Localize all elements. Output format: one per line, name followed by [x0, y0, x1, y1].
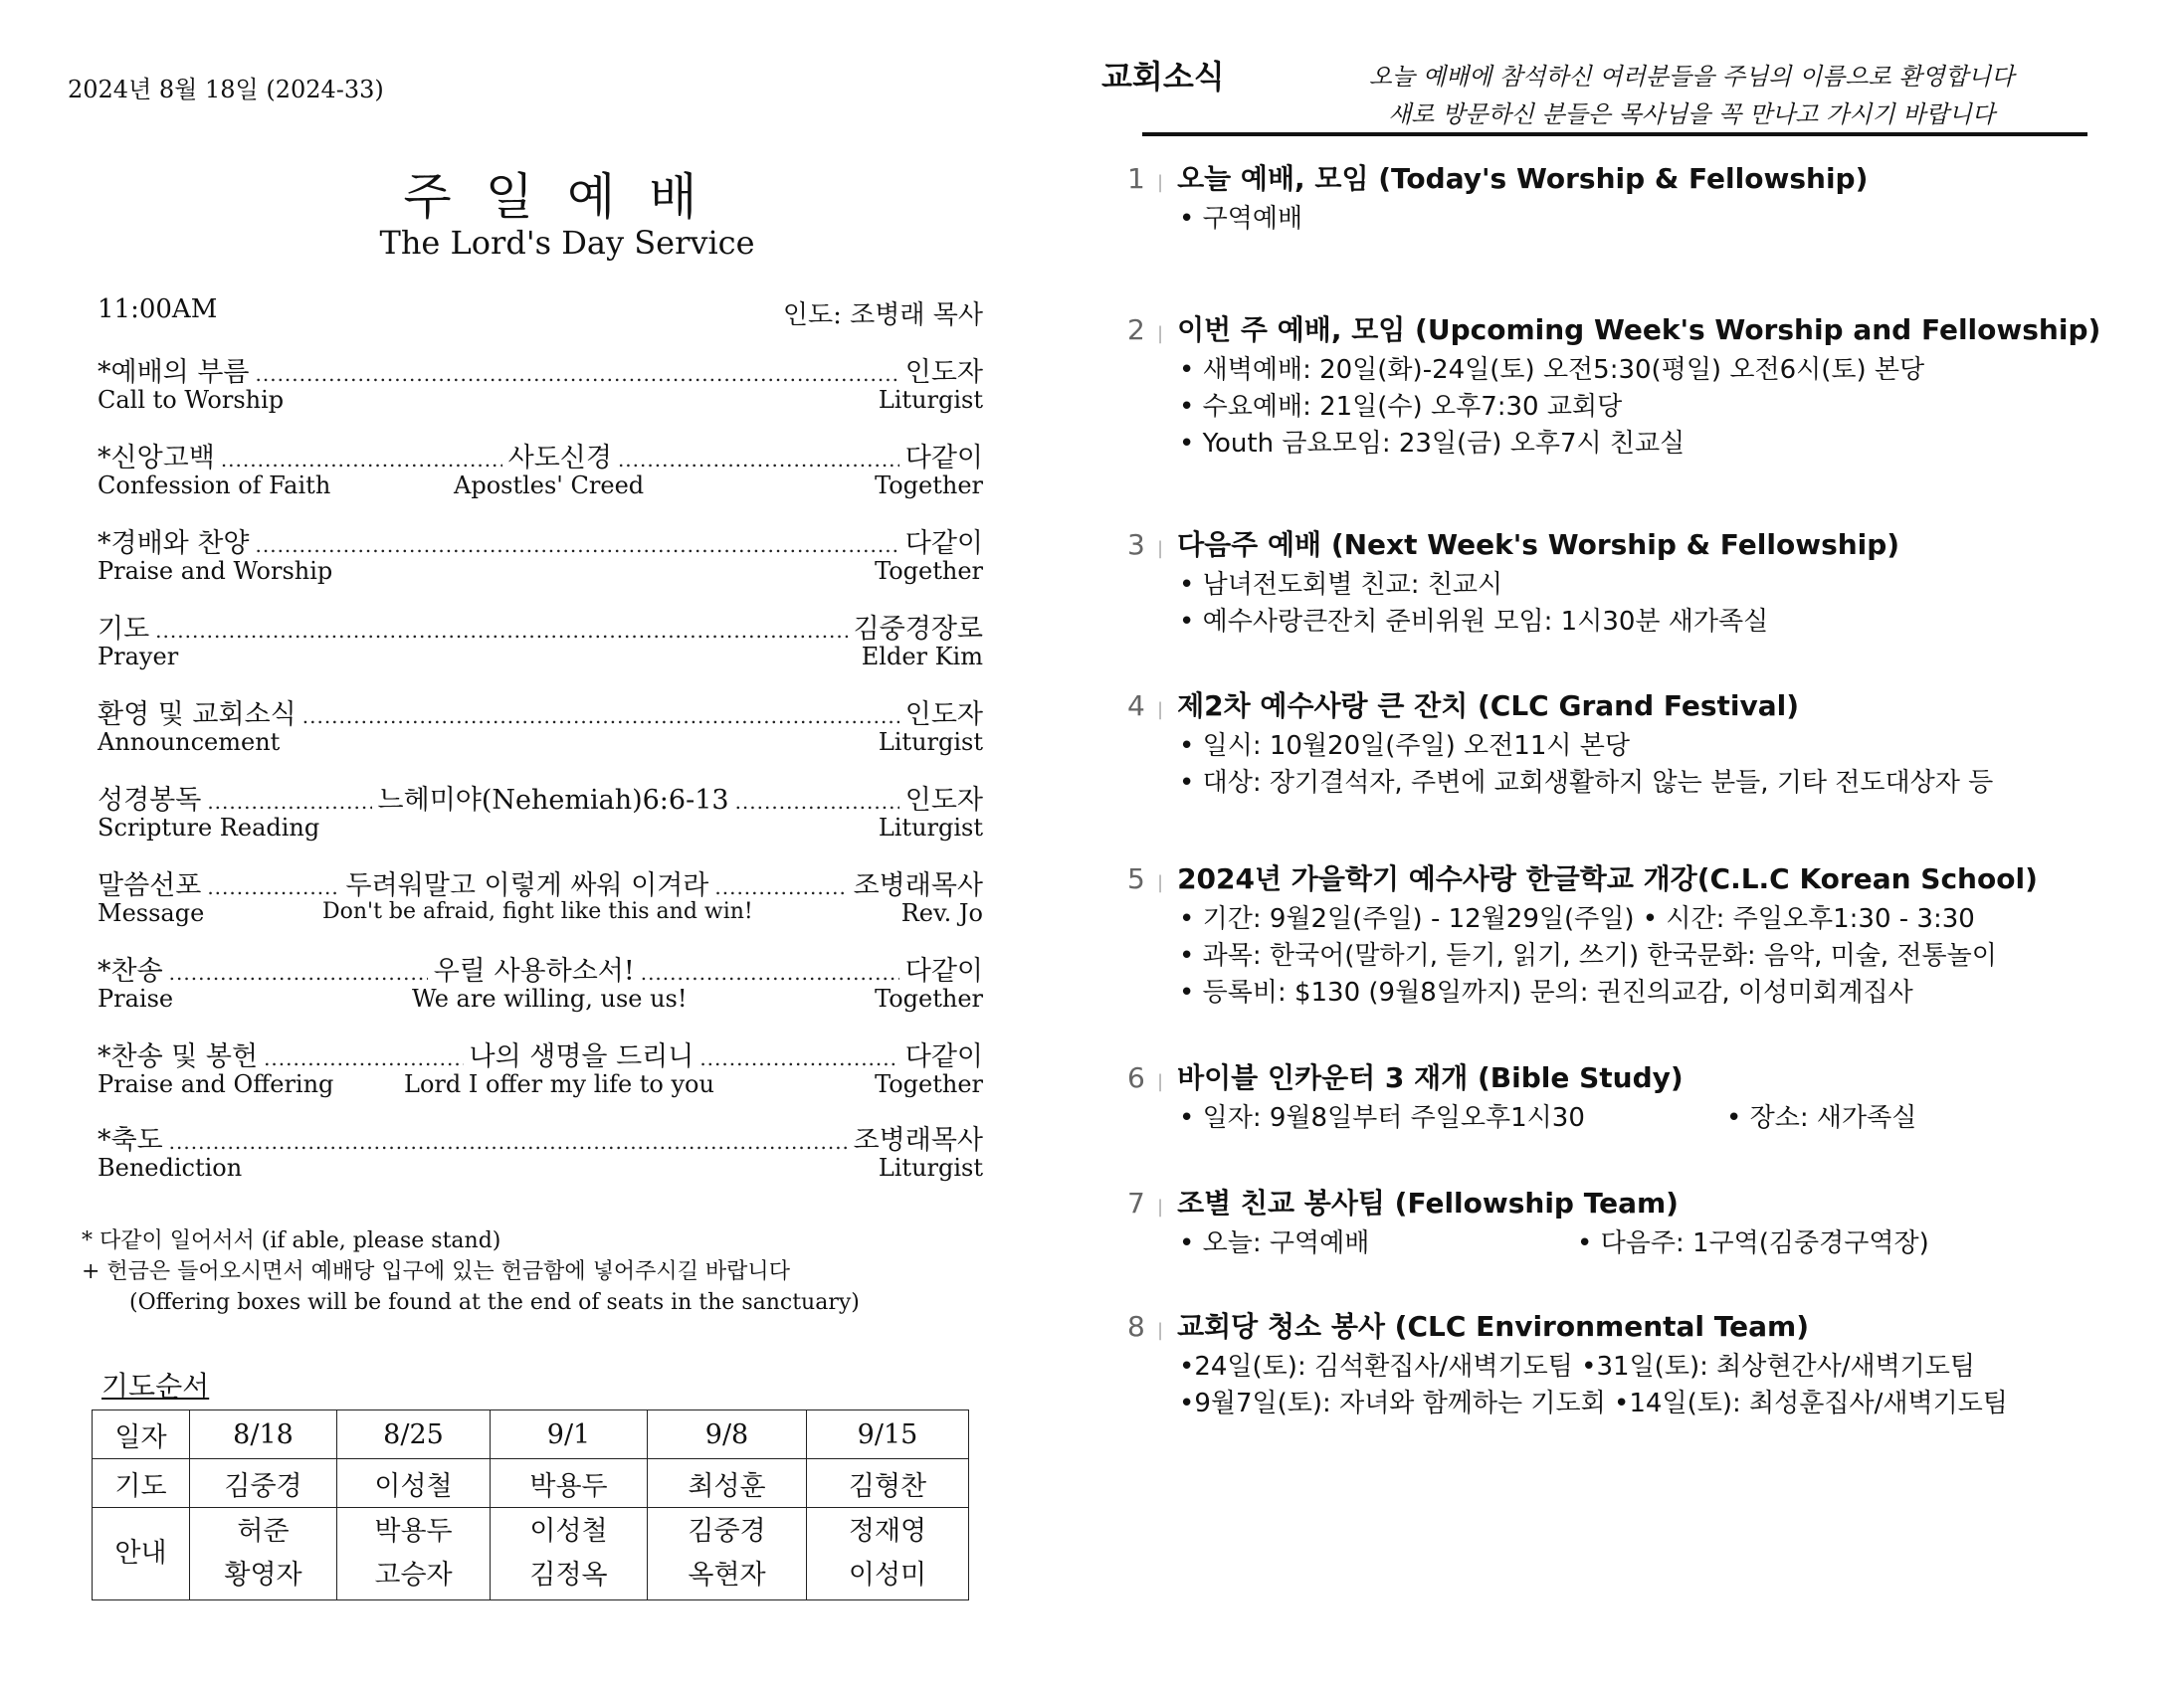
section-line [1179, 901, 2122, 938]
table-cell: 9/8 [648, 1410, 807, 1459]
table-cell: 김형찬 [807, 1459, 969, 1508]
order-item-title: *찬송 및 봉헌 [98, 1041, 259, 1072]
table-cell: 일자 [93, 1410, 190, 1459]
order-item-leader: 인도자 [904, 699, 983, 730]
order-item-title: *예배의 부름 [98, 357, 250, 388]
leader-dots [641, 961, 899, 985]
section-line-text: • 구역예배 [1179, 204, 1303, 234]
leader-dots [264, 1046, 463, 1070]
order-item-korean [98, 607, 983, 645]
section-number: 3 [1127, 528, 1145, 561]
table-cell: 최성훈 [648, 1459, 807, 1508]
welcome-line: 오늘 예배에 참석하신 여러분들을 주님의 이름으로 환영합니다 [1368, 63, 2015, 91]
section-number: 1 [1127, 162, 1145, 195]
section-line-text: •24일(토): 김석환집사/새벽기도팀 •31일(토): 최상현간사/새벽기도팀 [1179, 1352, 1976, 1382]
order-item-english [98, 471, 983, 501]
section-title: 제2차 예수사랑 큰 잔치 (CLC Grand Festival) [1177, 689, 1800, 722]
service-leader: 인도: 조병래 목사 [782, 300, 983, 330]
section-line-text: • 일자: 9월8일부터 주일오후1시30 [1179, 1103, 1585, 1133]
leader-dots [618, 448, 899, 471]
usher-name: 정재영 [848, 1516, 927, 1547]
section-title: 조별 친교 봉사팀 (Fellowship Team) [1177, 1187, 1679, 1220]
welcome-line: 새로 방문하신 분들은 목사님을 꼭 만나고 가시기 바랍니다 [1388, 100, 1995, 128]
order-item-leader-en: Together [875, 471, 983, 499]
section-line-text: • 과목: 한국어(말하기, 듣기, 읽기, 쓰기) 한국문화: 음악, 미술, 전통놀이 [1179, 941, 1997, 971]
table-cell [337, 1508, 491, 1600]
welcome-message [1293, 58, 2089, 133]
table-cell: 김중경 [190, 1459, 337, 1508]
section-lines [1179, 728, 2122, 802]
note-offering: + 헌금은 들어오시면서 예배당 입구에 있는 헌금함에 넣어주시길 바랍니다 [82, 1259, 790, 1284]
order-item-title: 말씀선포 [98, 870, 202, 901]
table-cell [491, 1508, 648, 1600]
order-item-subject: 느헤미야(Nehemiah)6:6-13 [377, 785, 729, 816]
order-item-leader-en: Together [875, 985, 983, 1013]
usher-name: 이성철 [529, 1516, 608, 1547]
order-item-subject: 두려워말고 이렇게 싸워 이겨라 [345, 870, 709, 901]
news-section [1127, 1182, 2122, 1262]
usher-name: 김중경 [688, 1516, 766, 1547]
order-item-title-en: Praise [98, 985, 174, 1013]
table-row [93, 1508, 969, 1600]
service-time: 11:00AM [98, 294, 218, 324]
order-item-leader: 다같이 [904, 956, 983, 987]
section-number: 2 [1127, 313, 1145, 346]
section-divider: | [1157, 172, 1164, 193]
order-item-subject-en: Apostles' Creed [454, 471, 645, 499]
order-item-title-en: Praise and Offering [98, 1070, 334, 1098]
order-item-leader: 김중경장로 [853, 614, 983, 645]
section-line-text: • 오늘: 구역예배 [1179, 1228, 1370, 1258]
order-item-english [98, 728, 983, 758]
order-item-leader-en: Together [875, 557, 983, 585]
order-item-subject-en: Don't be afraid, fight like this and win! [322, 899, 753, 924]
leader-dots [256, 362, 899, 386]
table-cell: 기도 [93, 1459, 190, 1508]
section-lines [1179, 201, 2122, 238]
news-section [1127, 1305, 2122, 1422]
order-item-title-en: Praise and Worship [98, 557, 333, 585]
section-lines [1179, 1349, 2122, 1422]
order-item-title: 기도 [98, 614, 150, 645]
section-line [1179, 567, 2122, 604]
section-divider: | [1157, 1197, 1164, 1218]
section-title: 이번 주 예배, 모임 (Upcoming Week's Worship and Fellowship) [1177, 313, 2101, 346]
news-section-header [1127, 308, 2122, 348]
section-line [1179, 1225, 2122, 1262]
leader-dots [714, 875, 847, 899]
order-item-title: *신앙고백 [98, 443, 215, 473]
order-item-title-en: Announcement [98, 728, 281, 756]
order-item [98, 1034, 983, 1100]
section-line [1179, 352, 2122, 389]
order-item-korean [98, 1034, 983, 1072]
header-rule [1142, 132, 2087, 136]
table-cell: 박용두 [491, 1459, 648, 1508]
order-item-korean [98, 778, 984, 816]
order-item-leader-en: Elder Kim [861, 643, 983, 670]
section-line [1179, 938, 2122, 975]
order-item-leader: 조병래목사 [853, 870, 984, 901]
section-title: 교회당 청소 봉사 (CLC Environmental Team) [1177, 1310, 1809, 1343]
section-title: 2024년 가을학기 예수사랑 한글학교 개강(C.L.C Korean School) [1177, 862, 2038, 895]
order-item-title-en: Benediction [98, 1154, 243, 1182]
page-title: 주일예배 [403, 168, 731, 226]
order-item-english [98, 557, 983, 587]
order-item-title: 성경봉독 [98, 785, 202, 816]
order-item-leader-en: Rev. Jo [900, 899, 983, 927]
order-item-title-en: Call to Worship [98, 386, 285, 414]
note-stand: * 다같이 일어서서 (if able, please stand) [82, 1228, 501, 1253]
leader-dots [256, 533, 899, 557]
usher-name: 김정옥 [529, 1560, 608, 1591]
order-item-korean [98, 521, 983, 559]
order-item [98, 521, 983, 587]
news-section [1127, 1056, 2122, 1137]
usher-name: 옥현자 [688, 1560, 766, 1591]
news-title: 교회소식 [1101, 58, 1225, 95]
section-divider: | [1157, 1071, 1164, 1092]
section-lines [1179, 1100, 2122, 1137]
note-offering-en: (Offering boxes will be found at the end of seats in the sanctuary) [129, 1290, 860, 1315]
section-line [1179, 604, 2122, 641]
order-item-english [98, 985, 983, 1015]
leader-dots [207, 875, 339, 899]
service-notes [82, 1225, 860, 1318]
table-row [93, 1459, 969, 1508]
order-item-leader-en: Liturgist [878, 814, 983, 842]
section-title: 오늘 예배, 모임 (Today's Worship & Fellowship) [1177, 162, 1869, 195]
order-item-title: *축도 [98, 1125, 163, 1156]
order-item [98, 350, 983, 416]
prayer-order-title: 기도순서 [101, 1370, 210, 1403]
section-number: 5 [1127, 862, 1145, 895]
leader-dots [302, 704, 899, 728]
table-cell [648, 1508, 807, 1600]
news-section-header [1127, 1305, 2122, 1345]
news-section [1127, 857, 2122, 1012]
section-number: 6 [1127, 1061, 1145, 1094]
order-item-leader: 조병래목사 [853, 1125, 983, 1156]
leader-dots [699, 1046, 898, 1070]
leader-dots [207, 790, 371, 814]
section-number: 8 [1127, 1310, 1145, 1343]
order-item-subject: 우릴 사용하소서! [433, 956, 635, 987]
section-line-text: • 다음주: 1구역(김중경구역장) [1577, 1228, 1929, 1258]
section-divider: | [1157, 872, 1164, 893]
section-line [1179, 765, 2122, 802]
order-item [98, 863, 983, 929]
section-line-text: • 새벽예배: 20일(화)-24일(토) 오전5:30(평일) 오전6시(토) 본당 [1179, 355, 1925, 385]
order-item-korean [98, 692, 983, 730]
order-item-title: *경배와 찬양 [98, 528, 250, 559]
order-item-title-en: Message [98, 899, 205, 927]
table-cell: 8/25 [337, 1410, 491, 1459]
section-line [1179, 1349, 2122, 1386]
section-line-text: • 일시: 10월20일(주일) 오전11시 본당 [1179, 731, 1630, 761]
order-item-leader-en: Liturgist [878, 728, 983, 756]
section-title: 다음주 예배 (Next Week's Worship & Fellowship) [1177, 528, 1900, 561]
table-cell: 이성철 [337, 1459, 491, 1508]
news-section-header [1127, 857, 2122, 897]
section-line-text: • 예수사랑큰잔치 준비위원 모임: 1시30분 새가족실 [1179, 607, 1769, 637]
section-line [1179, 1100, 2122, 1137]
page-subtitle: The Lord's Day Service [379, 224, 755, 262]
order-item-korean [98, 436, 983, 473]
section-line [1179, 389, 2122, 426]
order-item-subject: 나의 생명을 드리니 [469, 1041, 695, 1072]
news-section-header [1127, 684, 2122, 724]
usher-name: 황영자 [224, 1560, 302, 1591]
usher-name: 이성미 [848, 1560, 927, 1591]
table-cell: 안내 [93, 1508, 190, 1600]
news-section-header [1127, 1056, 2122, 1096]
usher-name: 박용두 [374, 1516, 453, 1547]
news-section [1127, 684, 2122, 802]
usher-name: 허준 [237, 1516, 290, 1547]
order-item-leader: 다같이 [904, 1041, 983, 1072]
section-number: 7 [1127, 1187, 1145, 1220]
section-line-text: • 남녀전도회별 친교: 친교시 [1179, 570, 1503, 600]
order-item [98, 692, 983, 758]
section-line [1179, 728, 2122, 765]
news-section [1127, 523, 2122, 641]
order-item [98, 436, 983, 501]
order-item-korean [98, 949, 983, 987]
order-item [98, 1118, 983, 1184]
section-number: 4 [1127, 689, 1145, 722]
order-item-english [98, 1070, 983, 1100]
bulletin-date: 2024년 8월 18일 (2024-33) [68, 76, 384, 103]
news-section [1127, 157, 2122, 238]
section-divider: | [1157, 1320, 1164, 1341]
order-item-english [98, 814, 983, 844]
order-item [98, 949, 983, 1015]
order-item-title-en: Confession of Faith [98, 471, 331, 499]
section-line-text: • 대상: 장기결석자, 주변에 교회생활하지 않는 분들, 기타 전도대상자 등 [1179, 768, 1994, 798]
order-item-leader-en: Together [875, 1070, 983, 1098]
leader-dots [169, 961, 428, 985]
order-item-title-en: Scripture Reading [98, 814, 320, 842]
news-section-header [1127, 157, 2122, 197]
news-section-header [1127, 523, 2122, 563]
table-cell [807, 1508, 969, 1600]
leader-dots [735, 790, 899, 814]
section-line-text: • Youth 금요모임: 23일(금) 오후7시 친교실 [1179, 429, 1686, 459]
section-lines [1179, 1225, 2122, 1262]
order-item-title: 환영 및 교회소식 [98, 699, 297, 730]
section-line-text: • 장소: 새가족실 [1726, 1103, 1917, 1133]
section-line-text: • 수요예배: 21일(수) 오후7:30 교회당 [1179, 392, 1623, 422]
order-item-leader: 인도자 [904, 357, 983, 388]
order-item-korean [98, 1118, 983, 1156]
leader-dots [221, 448, 502, 471]
order-item-leader: 인도자 [904, 785, 984, 816]
section-line-text: •9월7일(토): 자녀와 함께하는 기도회 •14일(토): 최성훈집사/새벽기도팀 [1179, 1389, 2008, 1418]
section-title: 바이블 인카운터 3 재개 (Bible Study) [1177, 1061, 1684, 1094]
order-item-korean [98, 863, 984, 901]
leader-dots [155, 619, 847, 643]
order-item-title-en: Prayer [98, 643, 179, 670]
order-item-leader-en: Liturgist [878, 1154, 983, 1182]
order-item-leader: 다같이 [904, 443, 983, 473]
section-divider: | [1157, 538, 1164, 559]
order-item-subject-en: We are willing, use us! [412, 985, 688, 1013]
leader-dots [169, 1130, 848, 1154]
section-line [1179, 975, 2122, 1012]
order-item [98, 607, 983, 672]
section-line-text: • 기간: 9월2일(주일) - 12월29일(주일) • 시간: 주일오후1:30 - 3:30 [1179, 904, 1975, 934]
order-item [98, 778, 983, 844]
section-line-text: • 등록비: $130 (9월8일까지) 문의: 권진의교감, 이성미회계집사 [1179, 978, 1913, 1008]
order-item-english [98, 899, 983, 929]
order-item-leader-en: Liturgist [878, 386, 983, 414]
prayer-order-table [92, 1409, 969, 1600]
order-item-english [98, 1154, 983, 1184]
table-cell: 9/1 [491, 1410, 648, 1459]
table-cell: 8/18 [190, 1410, 337, 1459]
section-line [1179, 1386, 2122, 1422]
section-divider: | [1157, 699, 1164, 720]
order-item-title: *찬송 [98, 956, 163, 987]
table-cell [190, 1508, 337, 1600]
order-item-english [98, 386, 983, 416]
usher-name: 고승자 [374, 1560, 453, 1591]
table-row [93, 1410, 969, 1459]
news-section [1127, 308, 2122, 463]
order-item-leader: 다같이 [904, 528, 983, 559]
order-item-korean [98, 350, 983, 388]
order-item-subject-en: Lord I offer my life to you [404, 1070, 714, 1098]
section-lines [1179, 901, 2122, 1012]
section-divider: | [1157, 323, 1164, 344]
section-line [1179, 426, 2122, 463]
news-section-header [1127, 1182, 2122, 1221]
order-item-english [98, 643, 983, 672]
section-lines [1179, 567, 2122, 641]
table-cell: 9/15 [807, 1410, 969, 1459]
section-lines [1179, 352, 2122, 463]
order-item-subject: 사도신경 [507, 443, 612, 473]
section-line [1179, 201, 2122, 238]
